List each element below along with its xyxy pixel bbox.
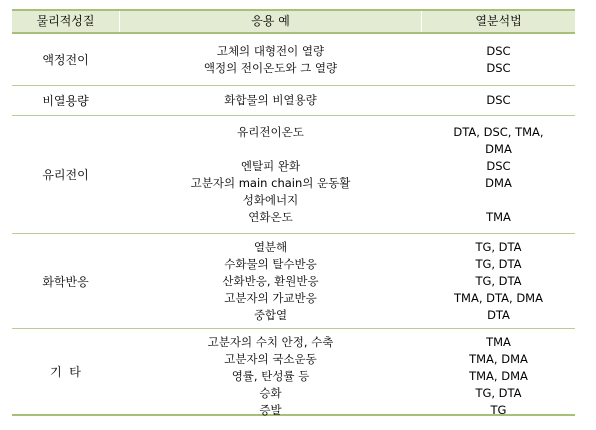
application-item: 승화: [259, 386, 282, 400]
application-item: 산화반응, 환원반응: [222, 274, 319, 288]
method-item: DMA: [485, 176, 512, 190]
method-item: TMA, DMA: [469, 352, 528, 366]
header-method: 열분석법: [475, 14, 522, 28]
application-item: 유리전이온도: [237, 125, 304, 139]
application-item: 열분해: [253, 240, 288, 254]
method-item: DSC: [486, 61, 511, 75]
application-item: [121, 141, 420, 158]
method-item: DMA: [485, 142, 512, 156]
application-item: 엔탈피 완화: [240, 159, 301, 173]
table-header: [12, 9, 575, 34]
method-item: TG, DTA: [475, 240, 522, 254]
application-item: 고분자의 국소운동: [224, 352, 317, 366]
method-item: TG, DTA: [475, 274, 522, 288]
method-item: DTA: [487, 308, 510, 322]
application-list: [121, 239, 420, 324]
method-item: TG: [490, 403, 507, 417]
header-divider: [119, 11, 120, 32]
application-item: 성화에너지: [242, 193, 299, 207]
method-item: DSC: [486, 93, 511, 107]
application-item: 액정의 전이온도와 그 열량: [203, 61, 338, 75]
table-group: [12, 86, 575, 116]
thermal-analysis-table: [12, 9, 575, 416]
group-name: 화학반응: [42, 274, 89, 289]
application-list: [121, 124, 420, 226]
group-name: 비열용량: [42, 94, 89, 108]
application-list: [121, 92, 420, 109]
table-group: [12, 234, 575, 329]
method-item: DTA, DSC, TMA,: [453, 125, 544, 139]
method-item: DSC: [486, 159, 511, 173]
method-item: TMA, DTA, DMA: [454, 291, 543, 305]
application-item: 고분자의 가교반응: [224, 291, 317, 305]
method-item: DSC: [486, 44, 511, 58]
method-list: [422, 92, 575, 109]
method-item: [422, 192, 575, 209]
method-item: TMA, DMA: [469, 369, 528, 383]
method-list: [422, 239, 575, 324]
method-item: TG, DTA: [475, 257, 522, 271]
group-name: 액정전이: [42, 53, 89, 67]
table-group: [12, 329, 575, 416]
application-item: 증발: [259, 403, 282, 417]
application-item: 고체의 대형전이 열량: [216, 44, 325, 58]
group-name: 유리전이: [42, 168, 89, 182]
application-item: 연화온도: [248, 210, 293, 224]
method-item: TMA: [486, 335, 511, 349]
application-item: 고분자의 main chain의 운동활: [190, 176, 351, 190]
table-group: [12, 116, 575, 234]
application-list: [121, 334, 420, 419]
method-list: [422, 124, 575, 226]
table-group: [12, 34, 575, 86]
application-list: [121, 43, 420, 77]
application-item: 화합물의 비열용량: [224, 93, 317, 107]
method-item: TMA: [486, 210, 511, 224]
method-item: TG, DTA: [475, 386, 522, 400]
method-list: [422, 334, 575, 419]
application-item: 중합열: [253, 308, 288, 322]
application-item: 고분자의 수치 안정, 수축: [207, 335, 334, 349]
header-application: 응용 예: [251, 14, 290, 28]
application-item: 수화물의 탈수반응: [224, 257, 317, 271]
group-name: 기 타: [50, 365, 81, 379]
application-item: 영률, 탄성률 등: [231, 369, 310, 383]
method-list: [422, 43, 575, 77]
header-property: 물리적성질: [36, 14, 95, 28]
